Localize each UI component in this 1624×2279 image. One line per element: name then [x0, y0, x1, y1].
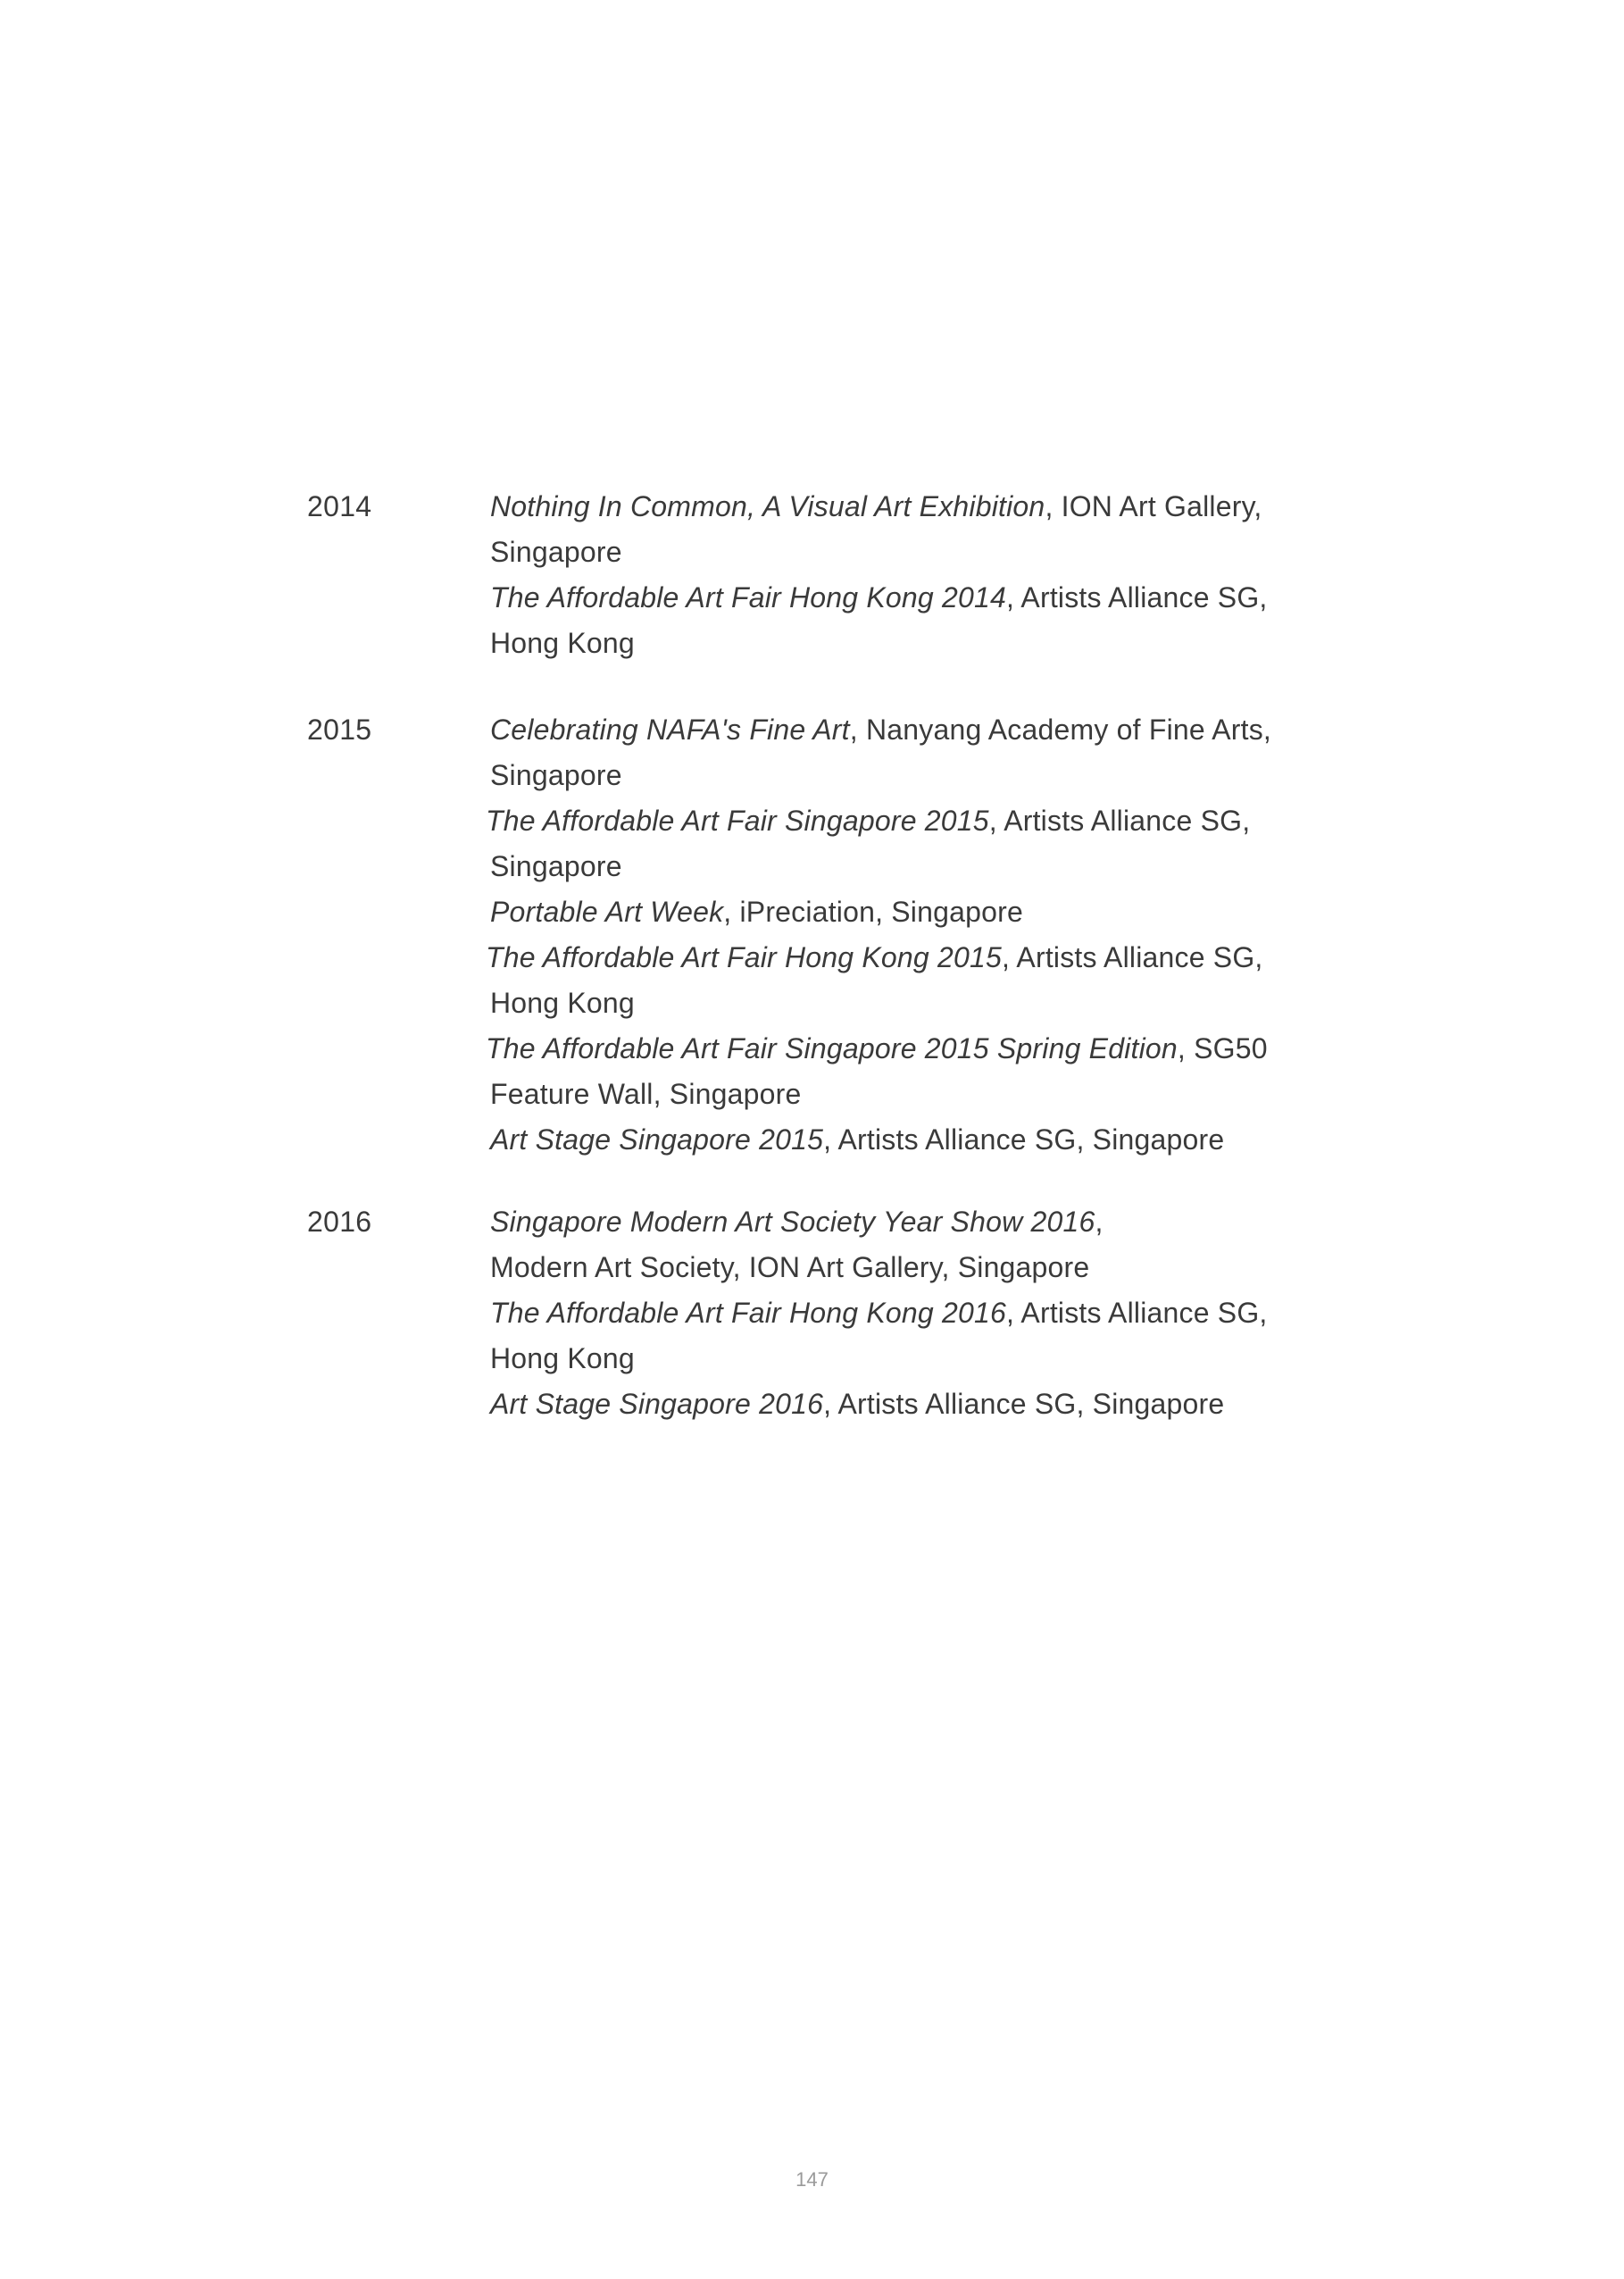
- exhibition-title: The Affordable Art Fair Hong Kong 2014: [490, 581, 1007, 614]
- exhibition-entry: [490, 1117, 1347, 1163]
- exhibition-title: Art Stage Singapore 2015: [490, 1123, 824, 1156]
- exhibition-title: The Affordable Art Fair Hong Kong 2016: [490, 1297, 1007, 1329]
- exhibition-title: The Affordable Art Fair Hong Kong 2015: [486, 941, 1003, 973]
- exhibition-entry: [490, 707, 1347, 753]
- exhibition-entry: [486, 935, 1347, 981]
- exhibition-venue: , Artists Alliance SG,: [1006, 1297, 1268, 1329]
- exhibition-venue: , Artists Alliance SG, Singapore: [823, 1388, 1225, 1420]
- year-label: 2016: [307, 1206, 372, 1238]
- exhibition-entry: [490, 575, 1347, 621]
- exhibition-venue: , Artists Alliance SG,: [1002, 941, 1263, 973]
- exhibition-venue: , SG50: [1177, 1032, 1268, 1064]
- exhibition-entry: [486, 798, 1347, 844]
- page-number: 147: [795, 2168, 829, 2191]
- exhibition-title: Portable Art Week: [490, 896, 724, 928]
- entries-list: [490, 484, 1347, 666]
- exhibition-entry: [490, 1290, 1347, 1336]
- exhibition-entry: [490, 1382, 1347, 1427]
- year-label: 2014: [307, 490, 372, 522]
- exhibition-entry-continued: Feature Wall, Singapore: [490, 1078, 802, 1110]
- exhibition-entry-continued: Hong Kong: [490, 987, 635, 1019]
- exhibition-venue: ,: [1095, 1206, 1103, 1238]
- exhibition-title: Celebrating NAFA's Fine Art: [490, 714, 850, 746]
- exhibition-title: The Affordable Art Fair Singapore 2015: [486, 805, 989, 837]
- exhibition-title: Nothing In Common, A Visual Art Exhibition: [490, 490, 1045, 522]
- exhibition-entry-continued: Modern Art Society, ION Art Gallery, Singapore: [490, 1251, 1090, 1283]
- exhibition-entry-continued: Singapore: [490, 536, 622, 568]
- exhibition-title: Singapore Modern Art Society Year Show 2016: [490, 1206, 1095, 1238]
- exhibition-venue: , Nanyang Academy of Fine Arts,: [849, 714, 1271, 746]
- exhibition-entry: [490, 889, 1347, 935]
- exhibition-venue: , Artists Alliance SG,: [1006, 581, 1268, 614]
- exhibition-venue: , ION Art Gallery,: [1045, 490, 1262, 522]
- exhibition-entry-continued: Singapore: [490, 759, 622, 791]
- exhibition-venue: , iPreciation, Singapore: [723, 896, 1023, 928]
- exhibition-entry-continued: Singapore: [490, 850, 622, 882]
- exhibition-entry: [490, 484, 1347, 530]
- exhibition-title: The Affordable Art Fair Singapore 2015 Spring Edition: [486, 1032, 1178, 1064]
- exhibition-title: Art Stage Singapore 2016: [490, 1388, 824, 1420]
- exhibition-entry-continued: Hong Kong: [490, 1342, 635, 1374]
- exhibition-venue: , Artists Alliance SG, Singapore: [823, 1123, 1225, 1156]
- exhibition-entry: [486, 1026, 1347, 1072]
- entries-list: [490, 1199, 1347, 1427]
- exhibition-venue: , Artists Alliance SG,: [988, 805, 1251, 837]
- year-label: 2015: [307, 714, 372, 746]
- exhibition-entry-continued: Hong Kong: [490, 627, 635, 659]
- entries-list: [486, 707, 1347, 1163]
- exhibition-entry: [490, 1199, 1347, 1245]
